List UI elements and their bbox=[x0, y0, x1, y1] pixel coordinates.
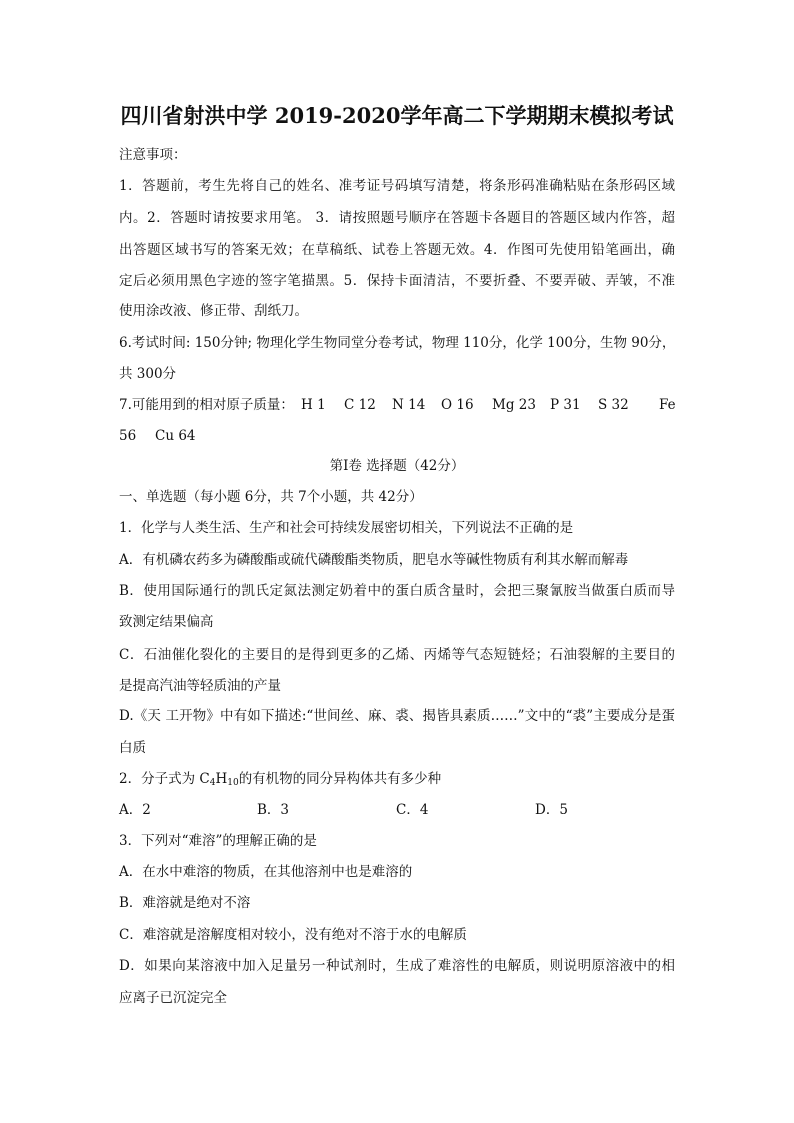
mass-item: P 31 bbox=[550, 397, 581, 413]
part-title: 一、单选题（每小题 6分，共 7个小题，共 42分） bbox=[119, 489, 423, 505]
notice-line: 出答题区域书写的答案无效；在草稿纸、试卷上答题无效。4．作图可先使用铅笔画出，确 bbox=[119, 242, 675, 258]
option-d-cont: 白质 bbox=[119, 740, 146, 756]
mass-item: Cu 64 bbox=[155, 428, 196, 444]
notice-line: 1．答题前，考生先将自己的姓名、准考证号码填写清楚，将条形码准确粘贴在条形码区域 bbox=[119, 178, 675, 194]
notice-heading: 注意事项： bbox=[119, 147, 187, 163]
notice-line: 使用涂改液、修正带、刮纸刀。 bbox=[119, 303, 308, 319]
section-title: 第Ⅰ卷 选择题（42分） bbox=[329, 458, 465, 474]
mass-item: H 1 bbox=[301, 397, 326, 413]
question-stem: 2．分子式为 $C_4H_{10}$的有机物的同分异构体共有多少种 bbox=[119, 771, 442, 788]
exam-title: 四川省射洪中学 2019-2020学年高二下学期期末模拟考试 bbox=[120, 103, 674, 128]
mass-label: 7.可能用到的相对原子质量： bbox=[119, 397, 294, 413]
question-stem: 1．化学与人类生活、生产和社会可持续发展密切相关，下列说法不正确的是 bbox=[119, 520, 574, 536]
option-a: A．2 bbox=[119, 802, 151, 818]
option-b: B．难溶就是绝对不溶 bbox=[119, 895, 251, 911]
exam-time-line: 共 300分 bbox=[119, 366, 177, 382]
exam-time-line: 6.考试时间: 150分钟; 物理化学生物同堂分卷考试，物理 110分，化学 100分，生物 90分， bbox=[119, 335, 676, 351]
option-c-cont: 是提高汽油等轻质油的产量 bbox=[119, 678, 281, 694]
mass-item: 56 bbox=[119, 428, 137, 444]
question-stem: 3．下列对“难溶”的理解正确的是 bbox=[119, 833, 317, 849]
option-c: C．难溶就是溶解度相对较小，没有绝对不溶于水的电解质 bbox=[119, 927, 467, 943]
option-b: B．使用国际通行的凯氏定氮法测定奶着中的蛋白质含量时，会把三聚氰胺当做蛋白质而导 bbox=[119, 583, 675, 599]
notice-line: 内。2．答题时请按要求用笔。 3．请按照题号顺序在答题卡各题目的答题区域内作答，超 bbox=[119, 210, 675, 226]
option-a: A．在水中难溶的物质，在其他溶剂中也是难溶的 bbox=[119, 864, 413, 880]
option-d: D．如果向某溶液中加入足量另一种试剂时，生成了难溶性的电解质，则说明原溶液中的相 bbox=[119, 958, 675, 974]
mass-item: C 12 bbox=[344, 397, 376, 413]
option-d: D.《天 工开物》中有如下描述:“世间丝、麻、裘、揭皆具素质……”文中的“裘”主要成分是蛋 bbox=[119, 708, 675, 724]
option-c: C．石油催化裂化的主要目的是得到更多的乙烯、丙烯等气态短链烃；石油裂解的主要目的 bbox=[119, 647, 675, 663]
option-b-cont: 致测定结果偏高 bbox=[119, 614, 214, 630]
option-d: D．5 bbox=[535, 802, 568, 818]
notice-line: 定后必须用黑色字迹的签字笔描黑。5．保持卡面清洁，不要折叠、不要弄破、弄皱，不准 bbox=[119, 273, 675, 289]
mass-item: Fe bbox=[659, 397, 676, 413]
mass-item: O 16 bbox=[441, 397, 474, 413]
option-c: C．4 bbox=[396, 802, 429, 818]
mass-item: Mg 23 bbox=[492, 397, 536, 413]
option-a: A．有机磷农药多为磷酸酯或硫代磷酸酯类物质，肥皂水等碱性物质有利其水解而解毒 bbox=[119, 552, 629, 568]
option-d-cont: 应离子已沉淀完全 bbox=[119, 990, 227, 1006]
mass-item: N 14 bbox=[392, 397, 426, 413]
mass-item: S 32 bbox=[598, 397, 629, 413]
option-b: B．3 bbox=[257, 802, 290, 818]
